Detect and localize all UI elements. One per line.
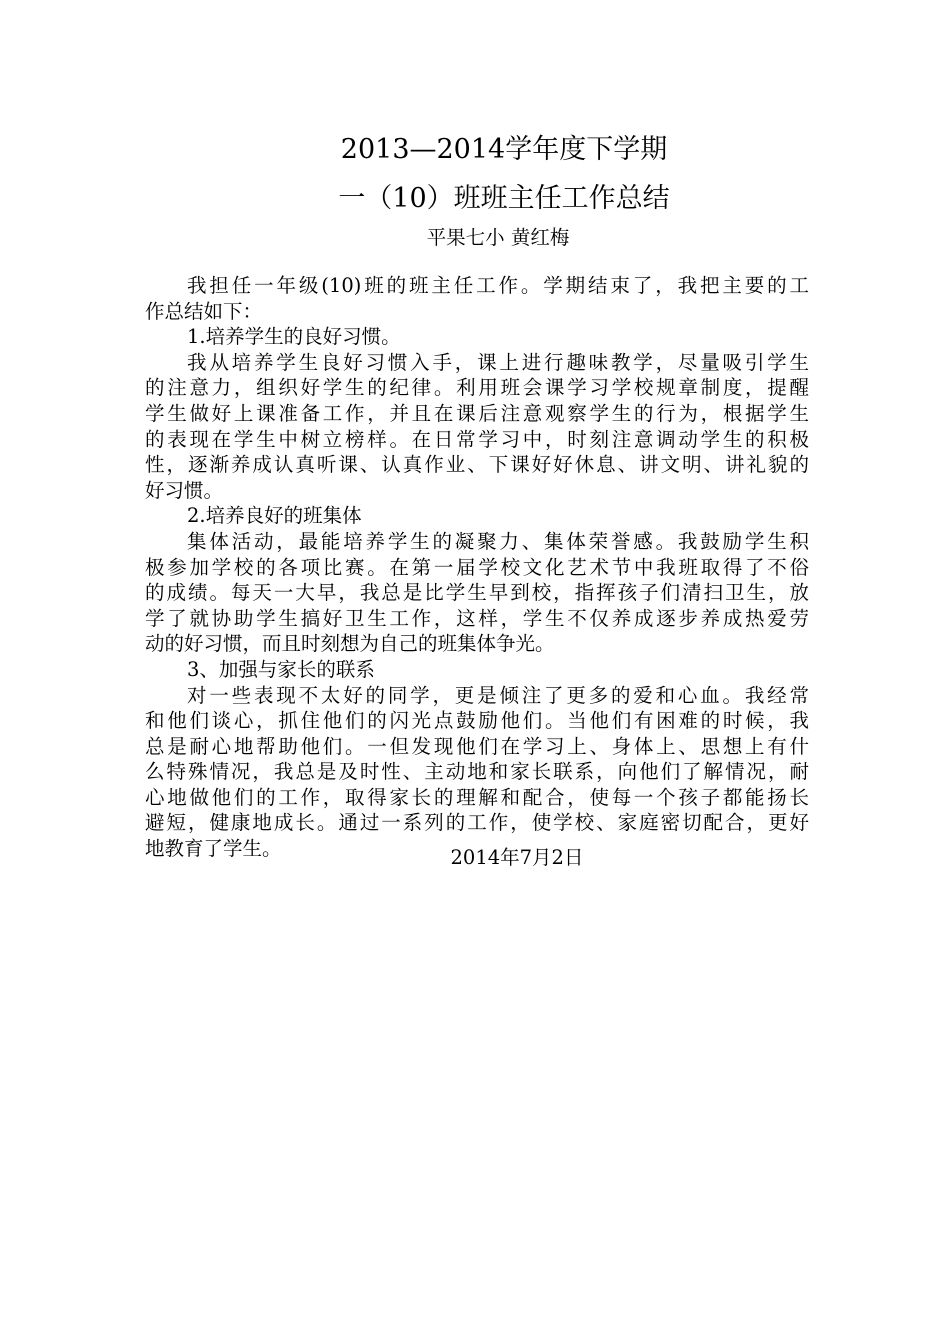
paragraph-line: 作总结如下： [145, 299, 263, 323]
document-date: 2014年7月2日 [450, 846, 584, 869]
paragraph-line: 心地做他们的工作，取得家长的理解和配合，使每一个孩子都能扬长 [145, 785, 809, 809]
paragraph-line: 我从培养学生良好习惯入手，课上进行趣味教学，尽量吸引学生 [187, 350, 809, 374]
section-heading: 3、加强与家长的联系 [187, 657, 375, 681]
paragraph-line: 避短，健康地成长。通过一系列的工作，使学校、家庭密切配合，更好 [145, 811, 809, 835]
paragraph-line: 的表现在学生中树立榜样。在日常学习中，时刻注意调动学生的积极 [145, 427, 809, 451]
paragraph-line: 的注意力，组织好学生的纪律。利用班会课学习学校规章制度，提醒 [145, 376, 809, 400]
paragraph-line: 极参加学校的各项比赛。在第一届学校文化艺术节中我班取得了不俗 [145, 555, 809, 579]
paragraph-line: 的成绩。每天一大早，我总是比学生早到校，指挥孩子们清扫卫生，放 [145, 581, 809, 605]
document-body [145, 273, 809, 862]
paragraph-line: 么特殊情况，我总是及时性、主动地和家长联系，向他们了解情况，耐 [145, 760, 809, 784]
author-line: 平果七小 黄红梅 [426, 226, 570, 249]
paragraph-line: 好习惯。 [145, 478, 224, 502]
document-title: 2013—2014学年度下学期 [340, 134, 668, 165]
paragraph-line: 学生做好上课准备工作，并且在课后注意观察学生的行为，根据学生 [145, 401, 809, 425]
paragraph-line: 总是耐心地帮助他们。一但发现他们在学习上、身体上、思想上有什 [145, 734, 809, 758]
paragraph-line: 动的好习惯，而且时刻想为自己的班集体争光。 [145, 632, 555, 656]
paragraph-line: 我担任一年级(10)班的班主任工作。学期结束了，我把主要的工 [187, 274, 809, 297]
section-heading: 1.培养学生的良好习惯。 [187, 325, 401, 349]
paragraph-line: 性，逐渐养成认真听课、认真作业、下课好好休息、讲文明、讲礼貌的 [145, 453, 809, 477]
paragraph-line: 和他们谈心，抓住他们的闪光点鼓励他们。当他们有困难的时候，我 [145, 709, 809, 733]
paragraph-line: 集体活动，最能培养学生的凝聚力、集体荣誉感。我鼓励学生积 [187, 529, 809, 553]
section-heading: 2.培养良好的班集体 [187, 504, 362, 528]
document-subtitle: 一（10）班班主任工作总结 [338, 183, 670, 214]
paragraph-line: 对一些表现不太好的同学，更是倾注了更多的爱和心血。我经常 [187, 683, 809, 707]
paragraph-line: 地教育了学生。 [145, 837, 282, 861]
paragraph-line: 学了就协助学生搞好卫生工作，这样，学生不仅养成逐步养成热爱劳 [145, 606, 809, 630]
